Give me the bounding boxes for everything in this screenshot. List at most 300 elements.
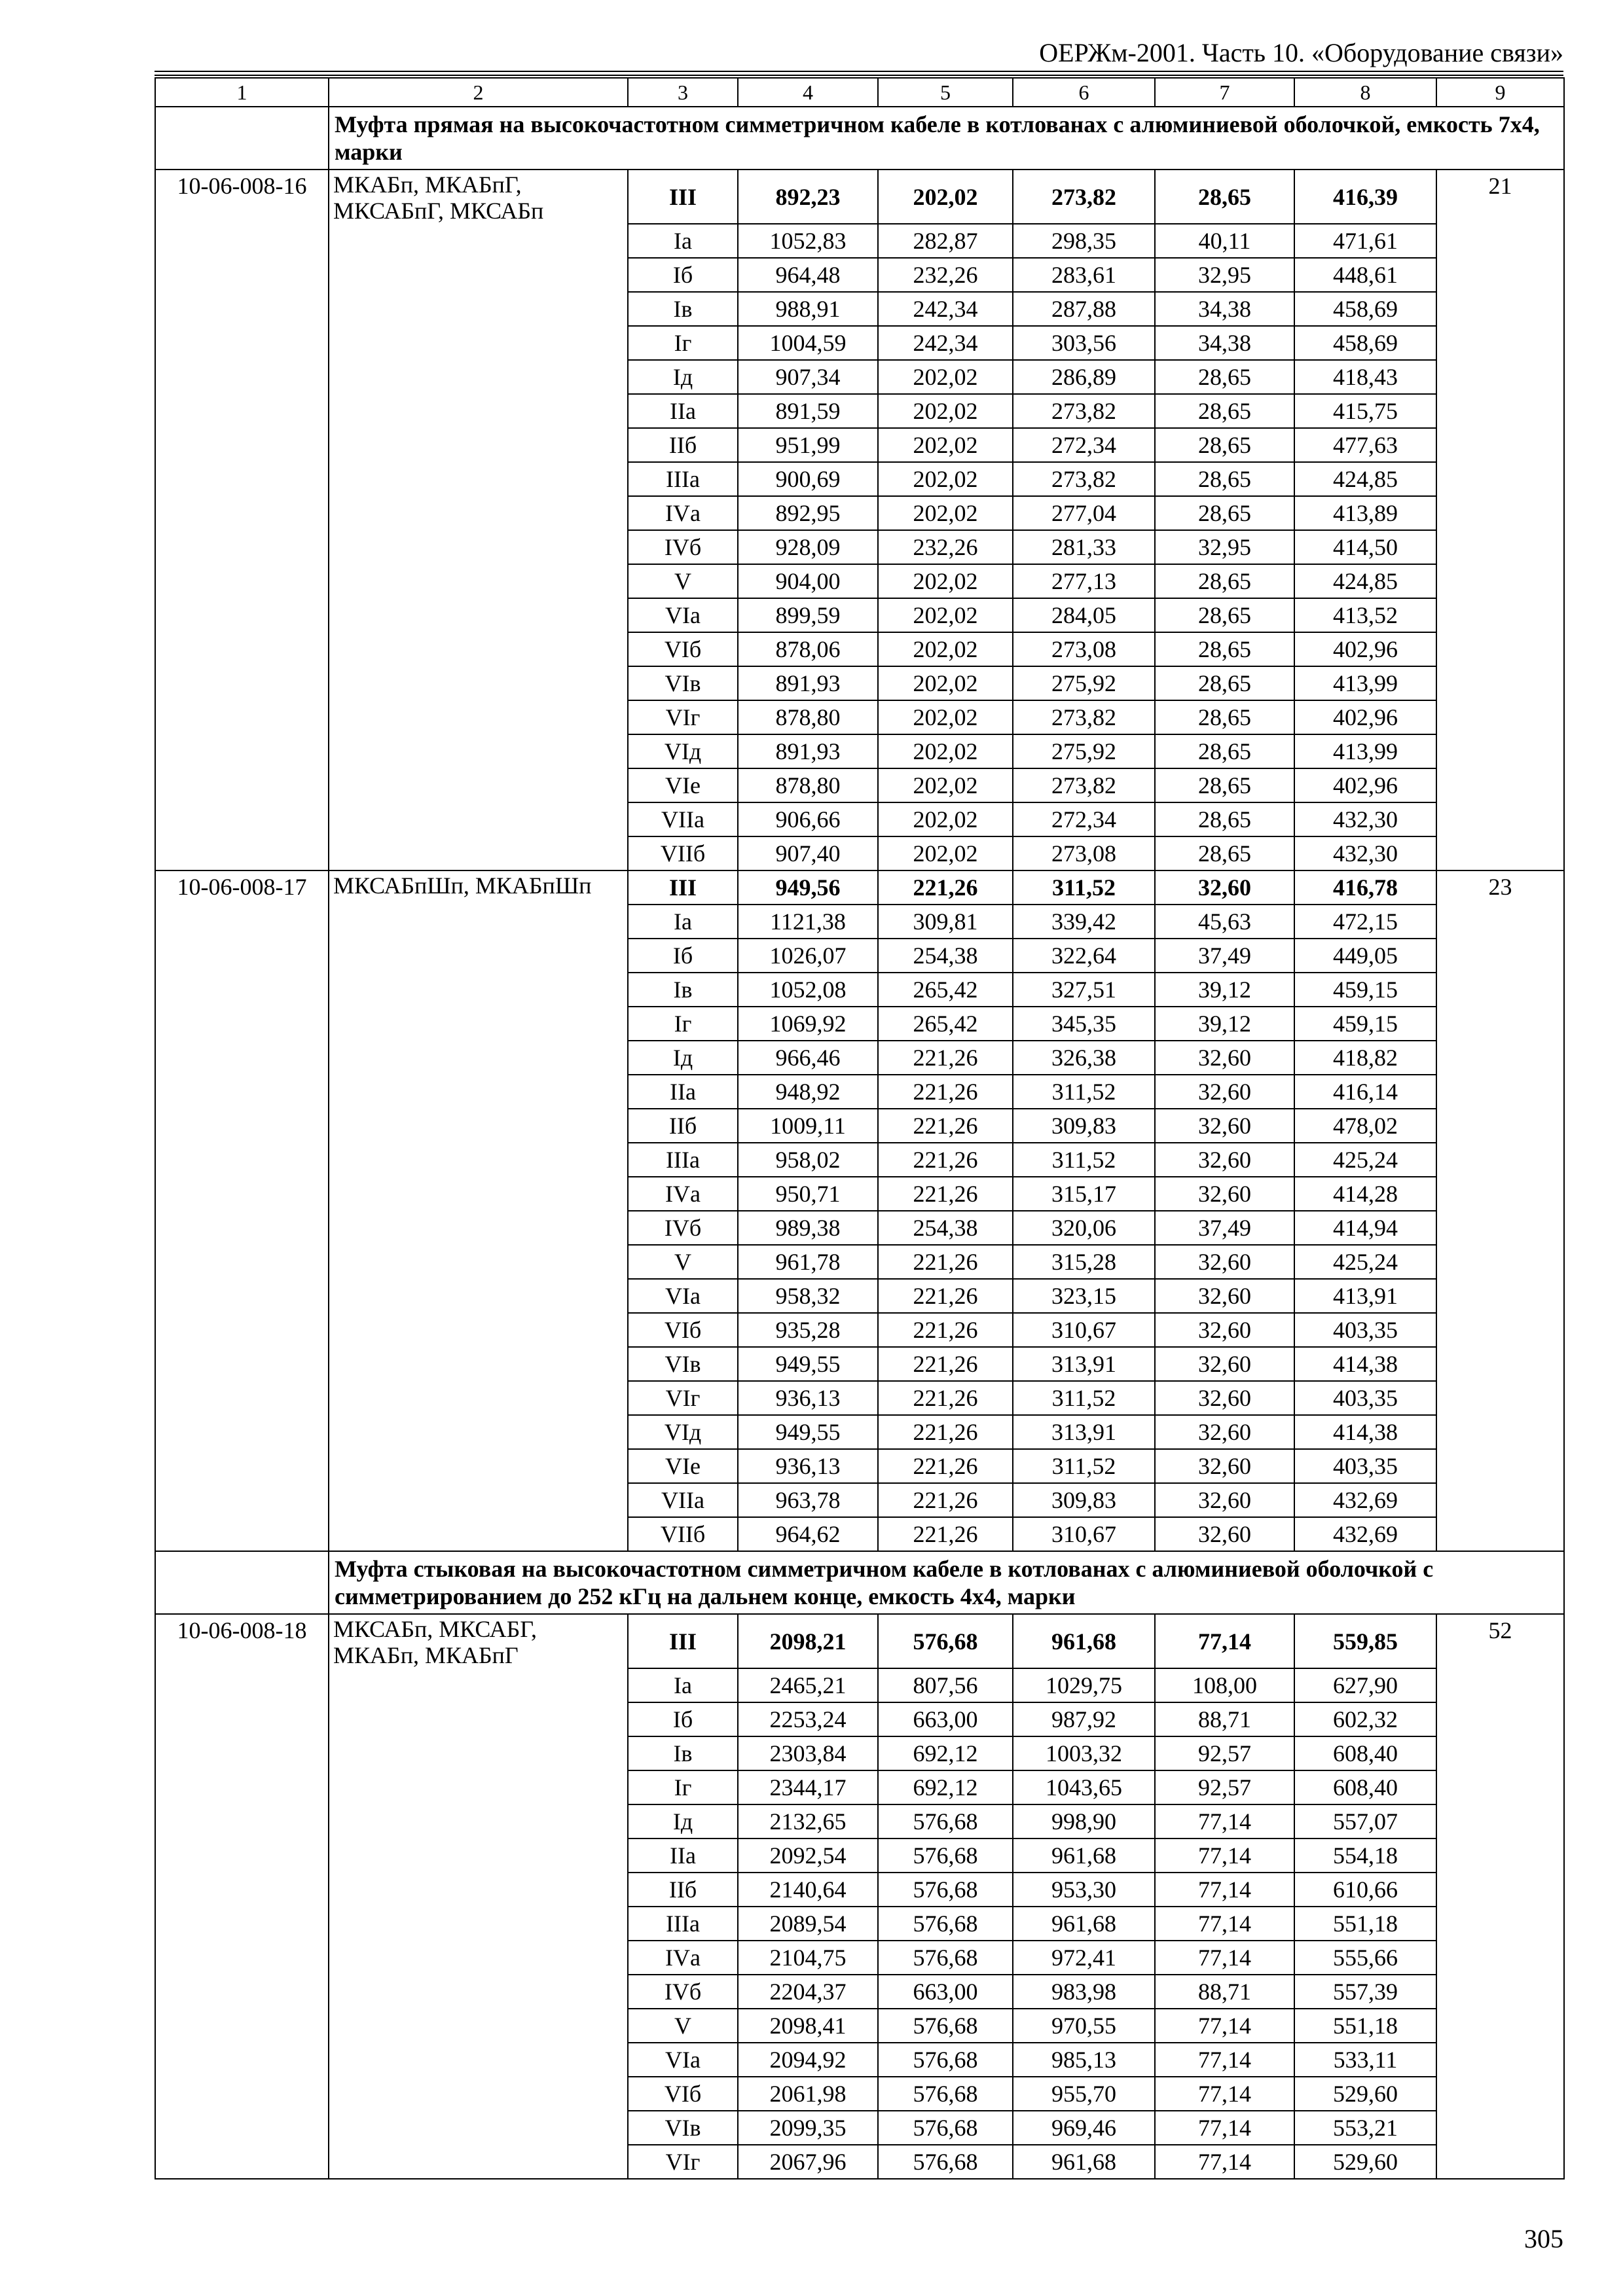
cable-brands-continuation	[329, 2111, 628, 2145]
materials-cost-cell: 602,32	[1294, 1702, 1436, 1736]
zone-cell: VIг	[628, 2145, 738, 2179]
wages-cell: 232,26	[878, 530, 1013, 564]
wages-cell: 576,68	[878, 1614, 1013, 1668]
rate-code-continuation	[155, 1211, 329, 1245]
total-cost-cell: 904,00	[738, 564, 878, 598]
wages-cell: 242,34	[878, 326, 1013, 360]
table-row	[155, 170, 1564, 224]
cable-brands-continuation	[329, 1415, 628, 1449]
labor-cell-continuation	[1436, 939, 1564, 973]
materials-cost-cell: 472,15	[1294, 905, 1436, 939]
materials-cost-cell: 403,35	[1294, 1449, 1436, 1483]
machine-cost-cell: 322,64	[1013, 939, 1155, 973]
machinist-wages-cell: 28,65	[1155, 666, 1294, 700]
cable-brands-continuation	[329, 326, 628, 360]
cable-brands-continuation	[329, 1770, 628, 1804]
total-cost-cell: 928,09	[738, 530, 878, 564]
cable-brands-continuation	[329, 1702, 628, 1736]
cable-brands-continuation	[329, 1041, 628, 1075]
labor-cell-continuation	[1436, 1517, 1564, 1551]
rate-code: 10-06-008-17	[155, 870, 329, 905]
labor-cell-continuation	[1436, 1177, 1564, 1211]
wages-cell: 265,42	[878, 1007, 1013, 1041]
materials-cost-cell: 608,40	[1294, 1770, 1436, 1804]
price-table	[155, 77, 1565, 2179]
cable-brands-continuation	[329, 1483, 628, 1517]
labor-cell-continuation	[1436, 292, 1564, 326]
wages-cell: 221,26	[878, 1109, 1013, 1143]
zone-cell: VIб	[628, 632, 738, 666]
labor-cell-continuation	[1436, 224, 1564, 258]
rate-code-continuation	[155, 258, 329, 292]
table-row	[155, 1415, 1564, 1449]
rate-code-continuation	[155, 598, 329, 632]
cable-brands-continuation	[329, 632, 628, 666]
materials-cost-cell: 477,63	[1294, 428, 1436, 462]
materials-cost-cell: 413,99	[1294, 734, 1436, 768]
wages-cell: 221,26	[878, 870, 1013, 905]
cable-brands-continuation	[329, 700, 628, 734]
machinist-wages-cell: 37,49	[1155, 1211, 1294, 1245]
column-number-row	[155, 78, 1564, 107]
rate-code-continuation	[155, 1177, 329, 1211]
section-spacer-cell	[155, 107, 329, 170]
cable-brands-continuation	[329, 802, 628, 836]
wages-cell: 221,26	[878, 1177, 1013, 1211]
total-cost-cell: 989,38	[738, 1211, 878, 1245]
machine-cost-cell: 327,51	[1013, 973, 1155, 1007]
machine-cost-cell: 315,17	[1013, 1177, 1155, 1211]
machinist-wages-cell: 32,95	[1155, 258, 1294, 292]
wages-cell: 202,02	[878, 836, 1013, 870]
page-number: 305	[1524, 2224, 1563, 2253]
zone-cell: IIб	[628, 428, 738, 462]
total-cost-cell: 891,93	[738, 734, 878, 768]
total-cost-cell: 988,91	[738, 292, 878, 326]
table-row	[155, 1941, 1564, 1975]
cable-brands-continuation	[329, 1109, 628, 1143]
zone-cell: Iб	[628, 939, 738, 973]
zone-cell: IIб	[628, 1873, 738, 1907]
cable-brands-continuation	[329, 394, 628, 428]
wages-cell: 221,26	[878, 1041, 1013, 1075]
table-row	[155, 905, 1564, 939]
column-number: 2	[329, 78, 628, 107]
materials-cost-cell: 424,85	[1294, 564, 1436, 598]
rate-code-continuation	[155, 360, 329, 394]
materials-cost-cell: 551,18	[1294, 2009, 1436, 2043]
labor-cell-continuation	[1436, 1041, 1564, 1075]
rate-code-continuation	[155, 768, 329, 802]
machinist-wages-cell: 28,65	[1155, 170, 1294, 224]
cable-brands-continuation	[329, 1245, 628, 1279]
zone-cell: Iд	[628, 1804, 738, 1839]
machinist-wages-cell: 32,60	[1155, 870, 1294, 905]
machinist-wages-cell: 34,38	[1155, 292, 1294, 326]
labor-cell-continuation	[1436, 1839, 1564, 1873]
materials-cost-cell: 432,30	[1294, 836, 1436, 870]
wages-cell: 576,68	[878, 2009, 1013, 2043]
wages-cell: 202,02	[878, 802, 1013, 836]
machine-cost-cell: 961,68	[1013, 1907, 1155, 1941]
machine-cost-cell: 273,82	[1013, 170, 1155, 224]
machine-cost-cell: 323,15	[1013, 1279, 1155, 1313]
wages-cell: 221,26	[878, 1381, 1013, 1415]
table-row	[155, 326, 1564, 360]
machinist-wages-cell: 39,12	[1155, 1007, 1294, 1041]
machine-cost-cell: 311,52	[1013, 1449, 1155, 1483]
zone-cell: VIв	[628, 1347, 738, 1381]
rate-code-continuation	[155, 1007, 329, 1041]
materials-cost-cell: 416,39	[1294, 170, 1436, 224]
labor-cell-continuation	[1436, 2043, 1564, 2077]
zone-cell: VIб	[628, 2077, 738, 2111]
materials-cost-cell: 533,11	[1294, 2043, 1436, 2077]
machinist-wages-cell: 77,14	[1155, 1873, 1294, 1907]
zone-cell: VIе	[628, 768, 738, 802]
machinist-wages-cell: 28,65	[1155, 598, 1294, 632]
cable-brands: МКСАБпШп, МКАБпШп	[329, 870, 628, 905]
rate-code-continuation	[155, 700, 329, 734]
wages-cell: 221,26	[878, 1449, 1013, 1483]
cable-brands-continuation	[329, 2145, 628, 2179]
table-row	[155, 632, 1564, 666]
labor-cell-continuation	[1436, 1415, 1564, 1449]
cable-brands-continuation	[329, 1668, 628, 1702]
materials-cost-cell: 608,40	[1294, 1736, 1436, 1770]
total-cost-cell: 2098,41	[738, 2009, 878, 2043]
materials-cost-cell: 559,85	[1294, 1614, 1436, 1668]
wages-cell: 202,02	[878, 734, 1013, 768]
labor-cell-continuation	[1436, 1211, 1564, 1245]
zone-cell: Iв	[628, 292, 738, 326]
cable-brands-continuation	[329, 2043, 628, 2077]
labor-cell-continuation	[1436, 1075, 1564, 1109]
machine-cost-cell: 273,82	[1013, 462, 1155, 496]
labor-cell-continuation	[1436, 802, 1564, 836]
rate-code-continuation	[155, 802, 329, 836]
rate-code-continuation	[155, 1873, 329, 1907]
zone-cell: VIе	[628, 1449, 738, 1483]
materials-cost-cell: 402,96	[1294, 768, 1436, 802]
table-row	[155, 1614, 1564, 1668]
rate-code-continuation	[155, 2009, 329, 2043]
labor-cell-continuation	[1436, 598, 1564, 632]
machine-cost-cell: 309,83	[1013, 1483, 1155, 1517]
machinist-wages-cell: 32,60	[1155, 1075, 1294, 1109]
wages-cell: 576,68	[878, 1839, 1013, 1873]
cable-brands-continuation	[329, 1517, 628, 1551]
total-cost-cell: 1004,59	[738, 326, 878, 360]
labor-cell-continuation	[1436, 258, 1564, 292]
machinist-wages-cell: 32,60	[1155, 1279, 1294, 1313]
materials-cost-cell: 416,14	[1294, 1075, 1436, 1109]
materials-cost-cell: 413,89	[1294, 496, 1436, 530]
wages-cell: 692,12	[878, 1770, 1013, 1804]
table-row	[155, 802, 1564, 836]
section-header-row	[155, 1551, 1564, 1614]
cable-brands-continuation	[329, 598, 628, 632]
materials-cost-cell: 432,69	[1294, 1517, 1436, 1551]
table-row	[155, 1975, 1564, 2009]
zone-cell: VIIа	[628, 1483, 738, 1517]
materials-cost-cell: 458,69	[1294, 292, 1436, 326]
machinist-wages-cell: 45,63	[1155, 905, 1294, 939]
rate-code-continuation	[155, 939, 329, 973]
rate-code-continuation	[155, 224, 329, 258]
wages-cell: 221,26	[878, 1517, 1013, 1551]
machinist-wages-cell: 28,65	[1155, 462, 1294, 496]
total-cost-cell: 891,59	[738, 394, 878, 428]
zone-cell: Iв	[628, 973, 738, 1007]
cable-brands-continuation	[329, 1736, 628, 1770]
materials-cost-cell: 459,15	[1294, 973, 1436, 1007]
total-cost-cell: 2204,37	[738, 1975, 878, 2009]
rate-code-continuation	[155, 2145, 329, 2179]
materials-cost-cell: 425,24	[1294, 1245, 1436, 1279]
table-row	[155, 360, 1564, 394]
total-cost-cell: 2253,24	[738, 1702, 878, 1736]
wages-cell: 202,02	[878, 428, 1013, 462]
rate-code-continuation	[155, 1941, 329, 1975]
machine-cost-cell: 277,13	[1013, 564, 1155, 598]
machine-cost-cell: 970,55	[1013, 2009, 1155, 2043]
zone-cell: VIа	[628, 1279, 738, 1313]
wages-cell: 202,02	[878, 170, 1013, 224]
column-number: 4	[738, 78, 878, 107]
cable-brands-continuation	[329, 462, 628, 496]
zone-cell: III	[628, 170, 738, 224]
total-cost-cell: 964,48	[738, 258, 878, 292]
labor-cell-continuation	[1436, 1975, 1564, 2009]
machine-cost-cell: 969,46	[1013, 2111, 1155, 2145]
zone-cell: IIа	[628, 394, 738, 428]
rate-code-continuation	[155, 1075, 329, 1109]
wages-cell: 221,26	[878, 1279, 1013, 1313]
zone-cell: Iг	[628, 1770, 738, 1804]
machine-cost-cell: 311,52	[1013, 870, 1155, 905]
labor-cell-continuation	[1436, 394, 1564, 428]
wages-cell: 576,68	[878, 1873, 1013, 1907]
table-row	[155, 1041, 1564, 1075]
table-row	[155, 598, 1564, 632]
labor-cell-continuation	[1436, 2077, 1564, 2111]
table-row	[155, 496, 1564, 530]
total-cost-cell: 2094,92	[738, 2043, 878, 2077]
table-row	[155, 1839, 1564, 1873]
machine-cost-cell: 1043,65	[1013, 1770, 1155, 1804]
machine-cost-cell: 272,34	[1013, 802, 1155, 836]
rate-code-continuation	[155, 905, 329, 939]
wages-cell: 242,34	[878, 292, 1013, 326]
machinist-wages-cell: 32,60	[1155, 1517, 1294, 1551]
wages-cell: 202,02	[878, 462, 1013, 496]
machine-cost-cell: 985,13	[1013, 2043, 1155, 2077]
table-row	[155, 734, 1564, 768]
section-title: Муфта прямая на высокочастотном симметричном кабеле в котлованах с алюминиевой оболочкой, емкость 7х4, марки	[329, 107, 1564, 170]
wages-cell: 663,00	[878, 1702, 1013, 1736]
rate-code-continuation	[155, 1907, 329, 1941]
total-cost-cell: 1052,83	[738, 224, 878, 258]
labor-cell-continuation	[1436, 1245, 1564, 1279]
total-cost-cell: 958,32	[738, 1279, 878, 1313]
wages-cell: 202,02	[878, 700, 1013, 734]
zone-cell: VIг	[628, 700, 738, 734]
materials-cost-cell: 471,61	[1294, 224, 1436, 258]
labor-cell-continuation	[1436, 1483, 1564, 1517]
zone-cell: IVб	[628, 1975, 738, 2009]
materials-cost-cell: 529,60	[1294, 2077, 1436, 2111]
table-row	[155, 1770, 1564, 1804]
zone-cell: Iд	[628, 360, 738, 394]
total-cost-cell: 1052,08	[738, 973, 878, 1007]
cable-brands-continuation	[329, 836, 628, 870]
rate-code-continuation	[155, 326, 329, 360]
table-row	[155, 1804, 1564, 1839]
materials-cost-cell: 424,85	[1294, 462, 1436, 496]
column-number: 6	[1013, 78, 1155, 107]
materials-cost-cell: 529,60	[1294, 2145, 1436, 2179]
rate-code-continuation	[155, 1245, 329, 1279]
cable-brands-continuation	[329, 1381, 628, 1415]
table-row	[155, 394, 1564, 428]
wages-cell: 221,26	[878, 1313, 1013, 1347]
labor-cell-continuation	[1436, 1941, 1564, 1975]
wages-cell: 221,26	[878, 1245, 1013, 1279]
machinist-wages-cell: 39,12	[1155, 973, 1294, 1007]
table-row	[155, 1381, 1564, 1415]
cable-brands-continuation	[329, 1211, 628, 1245]
total-cost-cell: 961,78	[738, 1245, 878, 1279]
cable-brands-continuation	[329, 905, 628, 939]
machine-cost-cell: 287,88	[1013, 292, 1155, 326]
rate-code-continuation	[155, 2077, 329, 2111]
machinist-wages-cell: 32,60	[1155, 1143, 1294, 1177]
wages-cell: 576,68	[878, 2077, 1013, 2111]
table-row	[155, 700, 1564, 734]
cable-brands-continuation	[329, 1839, 628, 1873]
machine-cost-cell: 311,52	[1013, 1143, 1155, 1177]
cable-brands-continuation	[329, 224, 628, 258]
table-row	[155, 1109, 1564, 1143]
labor-cell-continuation	[1436, 768, 1564, 802]
cable-brands-continuation	[329, 734, 628, 768]
materials-cost-cell: 425,24	[1294, 1143, 1436, 1177]
machinist-wages-cell: 32,60	[1155, 1245, 1294, 1279]
total-cost-cell: 906,66	[738, 802, 878, 836]
materials-cost-cell: 413,91	[1294, 1279, 1436, 1313]
zone-cell: Iв	[628, 1736, 738, 1770]
labor-cell-continuation	[1436, 1381, 1564, 1415]
materials-cost-cell: 402,96	[1294, 700, 1436, 734]
table-row	[155, 2043, 1564, 2077]
machine-cost-cell: 277,04	[1013, 496, 1155, 530]
wages-cell: 202,02	[878, 360, 1013, 394]
wages-cell: 202,02	[878, 632, 1013, 666]
rate-code-continuation	[155, 836, 329, 870]
column-number: 7	[1155, 78, 1294, 107]
total-cost-cell: 936,13	[738, 1449, 878, 1483]
total-cost-cell: 1009,11	[738, 1109, 878, 1143]
machinist-wages-cell: 32,60	[1155, 1041, 1294, 1075]
table-row	[155, 1245, 1564, 1279]
machinist-wages-cell: 28,65	[1155, 734, 1294, 768]
zone-cell: Iа	[628, 224, 738, 258]
total-cost-cell: 891,93	[738, 666, 878, 700]
machine-cost-cell: 273,08	[1013, 836, 1155, 870]
wages-cell: 576,68	[878, 1941, 1013, 1975]
machinist-wages-cell: 77,14	[1155, 2145, 1294, 2179]
total-cost-cell: 935,28	[738, 1313, 878, 1347]
machinist-wages-cell: 28,65	[1155, 496, 1294, 530]
labor-cell: 21	[1436, 170, 1564, 224]
zone-cell: VIIа	[628, 802, 738, 836]
table-row	[155, 1313, 1564, 1347]
cable-brands-continuation	[329, 1143, 628, 1177]
total-cost-cell: 2132,65	[738, 1804, 878, 1839]
wages-cell: 576,68	[878, 2043, 1013, 2077]
cable-brands-continuation	[329, 939, 628, 973]
rate-code-continuation	[155, 1347, 329, 1381]
wages-cell: 202,02	[878, 666, 1013, 700]
labor-cell-continuation	[1436, 905, 1564, 939]
wages-cell: 202,02	[878, 768, 1013, 802]
materials-cost-cell: 557,39	[1294, 1975, 1436, 2009]
cable-brands-continuation	[329, 1007, 628, 1041]
total-cost-cell: 892,23	[738, 170, 878, 224]
labor-cell-continuation	[1436, 496, 1564, 530]
total-cost-cell: 950,71	[738, 1177, 878, 1211]
machine-cost-cell: 1029,75	[1013, 1668, 1155, 1702]
zone-cell: V	[628, 2009, 738, 2043]
materials-cost-cell: 414,28	[1294, 1177, 1436, 1211]
machine-cost-cell: 275,92	[1013, 666, 1155, 700]
machinist-wages-cell: 28,65	[1155, 700, 1294, 734]
materials-cost-cell: 414,50	[1294, 530, 1436, 564]
machinist-wages-cell: 37,49	[1155, 939, 1294, 973]
machinist-wages-cell: 40,11	[1155, 224, 1294, 258]
cable-brands-continuation	[329, 1975, 628, 2009]
labor-cell-continuation	[1436, 1668, 1564, 1702]
machinist-wages-cell: 88,71	[1155, 1975, 1294, 2009]
table-row	[155, 1873, 1564, 1907]
total-cost-cell: 2067,96	[738, 2145, 878, 2179]
labor-cell-continuation	[1436, 1109, 1564, 1143]
rate-code-continuation	[155, 1313, 329, 1347]
wages-cell: 576,68	[878, 2111, 1013, 2145]
wages-cell: 221,26	[878, 1143, 1013, 1177]
zone-cell: IIIа	[628, 1143, 738, 1177]
cable-brands-continuation	[329, 1313, 628, 1347]
rate-code-continuation	[155, 1041, 329, 1075]
machine-cost-cell: 311,52	[1013, 1075, 1155, 1109]
labor-cell-continuation	[1436, 973, 1564, 1007]
rate-code-continuation	[155, 1109, 329, 1143]
zone-cell: IIб	[628, 1109, 738, 1143]
total-cost-cell: 963,78	[738, 1483, 878, 1517]
zone-cell: Iб	[628, 258, 738, 292]
wages-cell: 265,42	[878, 973, 1013, 1007]
column-number: 3	[628, 78, 738, 107]
total-cost-cell: 936,13	[738, 1381, 878, 1415]
cable-brands-continuation	[329, 1804, 628, 1839]
machine-cost-cell: 283,61	[1013, 258, 1155, 292]
wages-cell: 692,12	[878, 1736, 1013, 1770]
table-row	[155, 2077, 1564, 2111]
table-body	[155, 78, 1564, 2179]
total-cost-cell: 878,80	[738, 700, 878, 734]
total-cost-cell: 964,62	[738, 1517, 878, 1551]
